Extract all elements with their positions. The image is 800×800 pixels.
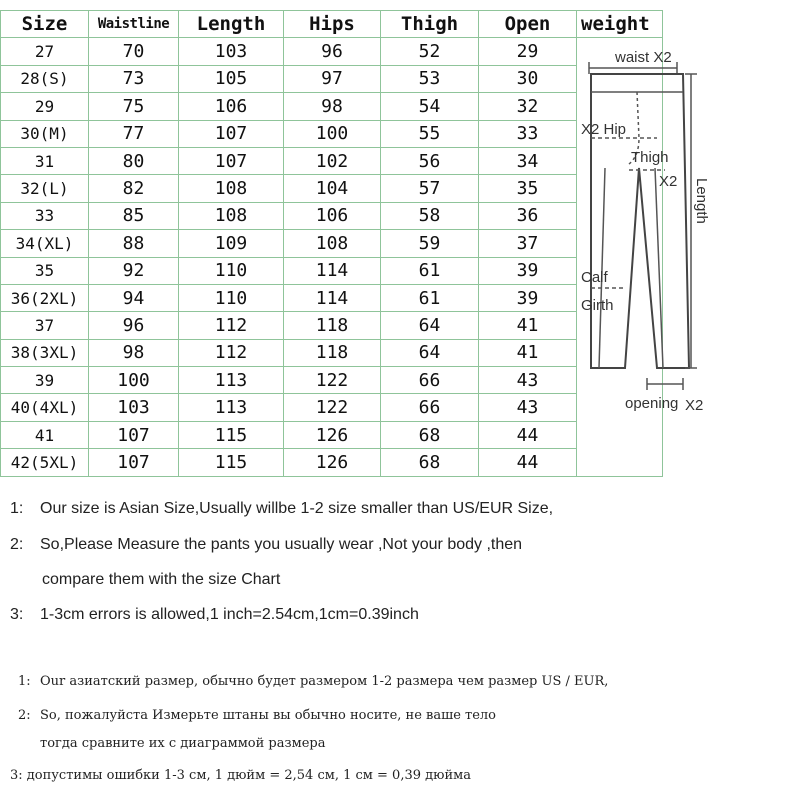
table-row xyxy=(1,312,663,339)
cell-open: 36 xyxy=(479,202,577,229)
cell-waistline: 80 xyxy=(89,147,179,174)
cell-thigh: 55 xyxy=(381,120,479,147)
cell-size: 40(4XL) xyxy=(1,394,89,421)
header-waistline: Waistline xyxy=(89,11,179,38)
cell-thigh: 61 xyxy=(381,284,479,311)
cell-size: 34(XL) xyxy=(1,230,89,257)
pants-measurement-diagram xyxy=(577,38,711,456)
cell-hips: 104 xyxy=(284,175,381,202)
cell-thigh: 53 xyxy=(381,65,479,92)
cell-open: 39 xyxy=(479,257,577,284)
cell-waistline: 73 xyxy=(89,65,179,92)
cell-open: 39 xyxy=(479,284,577,311)
note-ru-2-continued xyxy=(40,736,325,751)
cell-size: 38(3XL) xyxy=(1,339,89,366)
table-row xyxy=(1,367,663,394)
cell-thigh: 68 xyxy=(381,449,479,476)
cell-thigh: 58 xyxy=(381,202,479,229)
size-chart-table xyxy=(0,10,710,477)
note-en-3 xyxy=(10,606,419,624)
cell-thigh: 66 xyxy=(381,394,479,421)
cell-hips: 126 xyxy=(284,449,381,476)
cell-waistline: 103 xyxy=(89,394,179,421)
cell-length: 113 xyxy=(179,394,284,421)
table-row xyxy=(1,421,663,448)
cell-thigh: 64 xyxy=(381,339,479,366)
cell-size: 39 xyxy=(1,367,89,394)
cell-waistline: 77 xyxy=(89,120,179,147)
note-ru-2-text: So, пожалуйста Измерьте штаны вы обычно носите, не ваше тело xyxy=(40,708,496,723)
cell-hips: 118 xyxy=(284,312,381,339)
note-en-2 xyxy=(10,536,522,554)
table-row xyxy=(1,93,663,120)
cell-thigh: 57 xyxy=(381,175,479,202)
cell-thigh: 52 xyxy=(381,38,479,65)
table-row xyxy=(1,202,663,229)
cell-hips: 122 xyxy=(284,394,381,421)
cell-waistline: 100 xyxy=(89,367,179,394)
cell-thigh: 64 xyxy=(381,312,479,339)
header-open: Open xyxy=(479,11,577,38)
table-row xyxy=(1,284,663,311)
cell-waistline: 88 xyxy=(89,230,179,257)
cell-length: 109 xyxy=(179,230,284,257)
diagram-waist-label: waist X2 xyxy=(615,49,672,67)
cell-open: 30 xyxy=(479,65,577,92)
cell-thigh: 54 xyxy=(381,93,479,120)
cell-hips: 98 xyxy=(284,93,381,120)
note-en-1-number: 1: xyxy=(10,500,24,517)
diagram-opening-label: opening xyxy=(625,395,679,413)
diagram-opening-x2-label: X2 xyxy=(685,397,704,415)
cell-size: 33 xyxy=(1,202,89,229)
cell-open: 32 xyxy=(479,93,577,120)
cell-size: 27 xyxy=(1,38,89,65)
cell-thigh: 59 xyxy=(381,230,479,257)
diagram-calf-label: Calf xyxy=(581,269,608,287)
table-row xyxy=(1,147,663,174)
cell-length: 115 xyxy=(179,449,284,476)
cell-size: 35 xyxy=(1,257,89,284)
cell-hips: 114 xyxy=(284,284,381,311)
cell-length: 112 xyxy=(179,312,284,339)
cell-length: 108 xyxy=(179,175,284,202)
cell-open: 43 xyxy=(479,367,577,394)
table-row xyxy=(1,257,663,284)
cell-hips: 102 xyxy=(284,147,381,174)
table-row xyxy=(1,120,663,147)
cell-length: 113 xyxy=(179,367,284,394)
header-length: Length xyxy=(179,11,284,38)
cell-length: 115 xyxy=(179,421,284,448)
cell-waistline: 94 xyxy=(89,284,179,311)
cell-open: 29 xyxy=(479,38,577,65)
cell-hips: 100 xyxy=(284,120,381,147)
note-en-2-text: So,Please Measure the pants you usually wear ,Not your body ,then xyxy=(40,536,523,553)
note-ru-1-text: Our азиатский размер, обычно будет размером 1-2 размера чем размер US / EUR, xyxy=(40,674,609,689)
cell-size: 42(5XL) xyxy=(1,449,89,476)
note-ru-1-number: 1: xyxy=(18,674,31,689)
cell-thigh: 61 xyxy=(381,257,479,284)
diagram-hip-label: X2 Hip xyxy=(581,121,627,139)
cell-length: 107 xyxy=(179,120,284,147)
cell-size: 30(M) xyxy=(1,120,89,147)
cell-hips: 96 xyxy=(284,38,381,65)
note-en-1 xyxy=(10,500,553,518)
diagram-thigh-label: Thigh xyxy=(631,149,669,167)
table-row xyxy=(1,38,663,65)
note-ru-2-continued-text: тогда сравните их с диаграммой размера xyxy=(40,736,326,751)
cell-waistline: 107 xyxy=(89,421,179,448)
cell-waistline: 75 xyxy=(89,93,179,120)
note-en-3-text: 1-3cm errors is allowed,1 inch=2.54cm,1cm=0.39inch xyxy=(40,606,419,623)
cell-hips: 97 xyxy=(284,65,381,92)
cell-open: 37 xyxy=(479,230,577,257)
cell-hips: 108 xyxy=(284,230,381,257)
cell-open: 44 xyxy=(479,421,577,448)
cell-thigh: 68 xyxy=(381,421,479,448)
cell-length: 112 xyxy=(179,339,284,366)
header-size: Size xyxy=(1,11,89,38)
cell-size: 29 xyxy=(1,93,89,120)
table-header-row xyxy=(1,11,663,38)
cell-open: 33 xyxy=(479,120,577,147)
table-body xyxy=(1,38,710,476)
cell-length: 110 xyxy=(179,284,284,311)
cell-length: 103 xyxy=(179,38,284,65)
cell-size: 28(S) xyxy=(1,65,89,92)
cell-length: 107 xyxy=(179,147,284,174)
cell-waistline: 82 xyxy=(89,175,179,202)
note-en-1-text: Our size is Asian Size,Usually willbe 1-2 size smaller than US/EUR Size, xyxy=(40,500,554,517)
note-en-3-number: 3: xyxy=(10,606,24,623)
table-row xyxy=(1,175,663,202)
cell-size: 32(L) xyxy=(1,175,89,202)
note-ru-1 xyxy=(18,674,608,689)
table-row xyxy=(1,394,663,421)
weight-diagram-cell xyxy=(577,38,710,476)
note-ru-2 xyxy=(18,708,496,723)
cell-length: 105 xyxy=(179,65,284,92)
table-row xyxy=(1,230,663,257)
cell-waistline: 96 xyxy=(89,312,179,339)
cell-hips: 114 xyxy=(284,257,381,284)
note-ru-3-text: 3: допустимы ошибки 1-3 см, 1 дюйм = 2,54 см, 1 см = 0,39 дюйма xyxy=(10,768,471,783)
table-row xyxy=(1,65,663,92)
header-thigh: Thigh xyxy=(381,11,479,38)
cell-length: 108 xyxy=(179,202,284,229)
header-weight: weight xyxy=(577,11,663,38)
cell-open: 34 xyxy=(479,147,577,174)
cell-hips: 106 xyxy=(284,202,381,229)
note-en-2-continued xyxy=(42,571,280,589)
note-en-2-continued-text: compare them with the size Chart xyxy=(42,571,281,588)
cell-waistline: 98 xyxy=(89,339,179,366)
header-hips: Hips xyxy=(284,11,381,38)
cell-open: 41 xyxy=(479,339,577,366)
cell-open: 43 xyxy=(479,394,577,421)
note-ru-3 xyxy=(10,768,471,783)
cell-waistline: 92 xyxy=(89,257,179,284)
cell-waistline: 70 xyxy=(89,38,179,65)
note-ru-2-number: 2: xyxy=(18,708,31,723)
note-en-2-number: 2: xyxy=(10,536,24,553)
cell-thigh: 66 xyxy=(381,367,479,394)
cell-length: 106 xyxy=(179,93,284,120)
cell-length: 110 xyxy=(179,257,284,284)
cell-open: 35 xyxy=(479,175,577,202)
cell-open: 44 xyxy=(479,449,577,476)
diagram-thigh-x2-label: X2 xyxy=(659,173,678,191)
cell-thigh: 56 xyxy=(381,147,479,174)
diagram-girth-label: Girth xyxy=(581,297,614,315)
cell-hips: 126 xyxy=(284,421,381,448)
cell-size: 36(2XL) xyxy=(1,284,89,311)
cell-size: 37 xyxy=(1,312,89,339)
cell-hips: 118 xyxy=(284,339,381,366)
cell-size: 41 xyxy=(1,421,89,448)
table-row xyxy=(1,449,663,476)
diagram-length-label: Length xyxy=(693,178,710,225)
table-row xyxy=(1,339,663,366)
cell-hips: 122 xyxy=(284,367,381,394)
cell-size: 31 xyxy=(1,147,89,174)
cell-open: 41 xyxy=(479,312,577,339)
cell-waistline: 85 xyxy=(89,202,179,229)
cell-waistline: 107 xyxy=(89,449,179,476)
